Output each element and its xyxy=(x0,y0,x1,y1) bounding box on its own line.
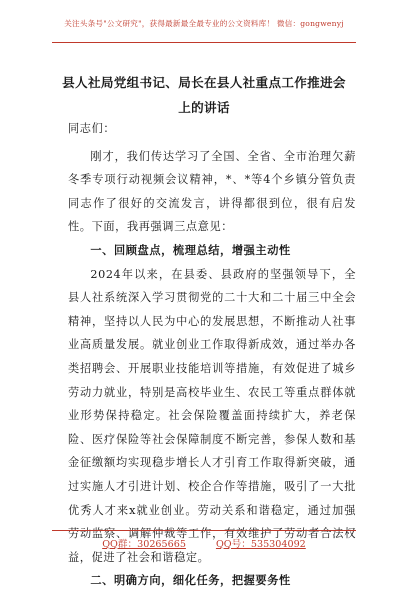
qq-number-link[interactable]: QQ号：535304092 xyxy=(215,539,306,550)
document-body xyxy=(68,117,356,593)
header-divider xyxy=(52,42,356,43)
footer xyxy=(0,536,408,550)
footer-divider xyxy=(52,530,356,531)
paragraph-intro: 刚才，我们传达学习了全国、全省、全市治理欠薪冬季专项行动视频会议精神，*、*等4个乡镇分管负责同志作了很好的交流发言，讲得都很到位，很有启发性。下面，我再强调三点意见： xyxy=(68,149,356,234)
section-heading-2: 二、明确方向，细化任务，把握要务性 xyxy=(90,573,291,588)
paragraph-review: 2024年以来，在县委、县政府的坚强领导下，全县人社系统深入学习贯彻党的二十大和二十届三中全会精神，坚持以人民为中心的发展思想，不断推动人社事业高质量发展。就业创业工作取得新成效，通过举办各类招聘会、开展职业技能培训等措施，有效促进了城乡劳动力就业，特别是高校毕业生、农民工等重点群体就业形势保持稳定。社会保险覆盖面持续扩大，养老保险、医疗保险等社会保障制度不断完善，参保人数和基金征缴额均实现稳步增长人才引育工作取得新突破，通过实施人才引进计划、校企合作等措施，吸引了一大批优秀人才来x就业创业。劳动关系和谐稳定，通过加强劳动监察、调解仲裁等工作，有效维护了劳动者合法权益，促进了社会和谐稳定。 xyxy=(68,267,356,564)
qq-group-link[interactable]: QQ群：30265665 xyxy=(102,539,186,550)
header-note: 关注头条号"公文研究"，获得最新最全最专业的公文资料库！ 微信：gongwenyj xyxy=(64,19,344,28)
section-heading-1: 一、回顾盘点，梳理总结，增强主动性 xyxy=(90,242,291,257)
document-title: 县人社局党组书记、局长在县人社重点工作推进会上的讲话 xyxy=(62,75,346,115)
salutation: 同志们： xyxy=(68,122,116,135)
